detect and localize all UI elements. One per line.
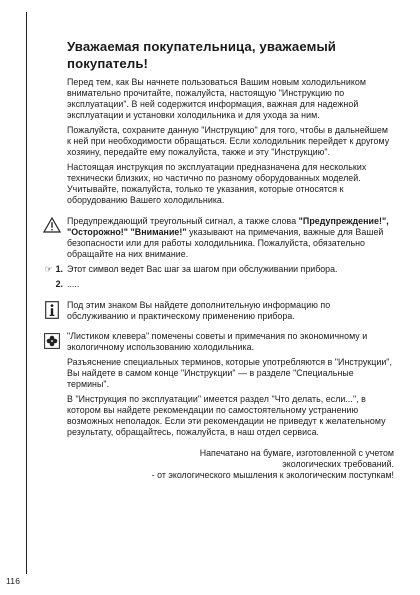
step-marker-1 [23, 264, 63, 275]
eco-note-line-3: - от экологического мышления к экологическим поступкам! [151, 470, 394, 480]
warning-text-end: указывают на примечания, важные для Вашей безопасности или для работы холодильника. Пожалуйста, обязательно обращайте на них внимание. [67, 227, 384, 259]
eco-note-line-2: экологических требований. [282, 459, 394, 469]
warning-text [67, 216, 393, 260]
clover-paragraph-3: В "Инструкция по эксплуатации" имеется раздел "Что делать, если...", в котором вы найдете рекомендации по самостоятельному устранению возможных неполадок. Если эти рекомендации не приведут к желательному результату, обращайтесь, пожалуйста, в наш отдел сервиса. [67, 394, 386, 437]
clover-leaf-icon [43, 332, 61, 350]
step-number-2: 2. [55, 279, 63, 289]
step-item-1 [44, 264, 393, 275]
intro-paragraph-1: Перед тем, как Вы начнете пользоваться Вашим новым холодильником внимательно прочитайте, пожалуйста, настоящую "Инструкцию по эксплуатации". В ней содержится информация, важная для надежной эксплуатации и установки холодильника и для ухода за ним. [67, 77, 366, 120]
clover-note [67, 331, 393, 438]
eco-print-note [67, 448, 394, 481]
manual-page-content [44, 38, 394, 481]
step-marker-2 [23, 279, 63, 290]
clover-paragraph-1: "Листиком клевера" помечены советы и примечания по экономичному и экологичному использованию холодильника. [67, 331, 368, 352]
pointing-hand-icon: ☞ [44, 264, 53, 274]
page-margin-rule [26, 12, 27, 574]
step-text-2: ..... [67, 279, 80, 289]
intro-paragraph-2: Пожалуйста, сохраните данную "Инструкцию" для того, чтобы в дальнейшем к ней при необходимости обращаться. Если холодильник перейдет к другому хозяину, передайте ему пожалуйста, также и эту "Инструкцию". [67, 125, 390, 157]
warning-signal-words: "Предупреждение!", "Осторожно!" "Внимание!" [67, 216, 389, 237]
clover-paragraph-2: Разъяснение специальных терминов, которые употребляются в "Инструкции", Вы найдете в самом конце "Инструкции" — в разделе "Специальные термины". [67, 357, 393, 389]
page-number: 116 [6, 576, 21, 586]
warning-text-start: Предупреждающий треугольный сигнал, а также слова [67, 216, 299, 226]
page-title: Уважаемая покупательница, уважаемый покупатель! [67, 39, 337, 71]
intro-paragraph-3: Настоящая инструкция по эксплуатации предназначена для нескольких технически близких, но частично по разному оборудованных моделей. Учитывайте, пожалуйста, только те указания, которые относятся к оборудованию Вашего холодильника. [67, 162, 367, 205]
warning-note [67, 216, 393, 260]
info-note [67, 300, 393, 322]
info-text: Под этим знаком Вы найдете дополнительную информацию по обслуживанию и практическому применению прибора. [67, 300, 331, 321]
step-number-1: 1. [55, 264, 63, 274]
step-text-1: Этот символ ведет Вас шаг за шагом при обслуживании прибора. [67, 264, 338, 274]
eco-note-line-1: Напечатано на бумаге, изготовленной с учетом [199, 448, 394, 458]
info-icon [43, 301, 61, 319]
step-item-2 [55, 279, 393, 290]
warning-triangle-icon [43, 216, 61, 234]
